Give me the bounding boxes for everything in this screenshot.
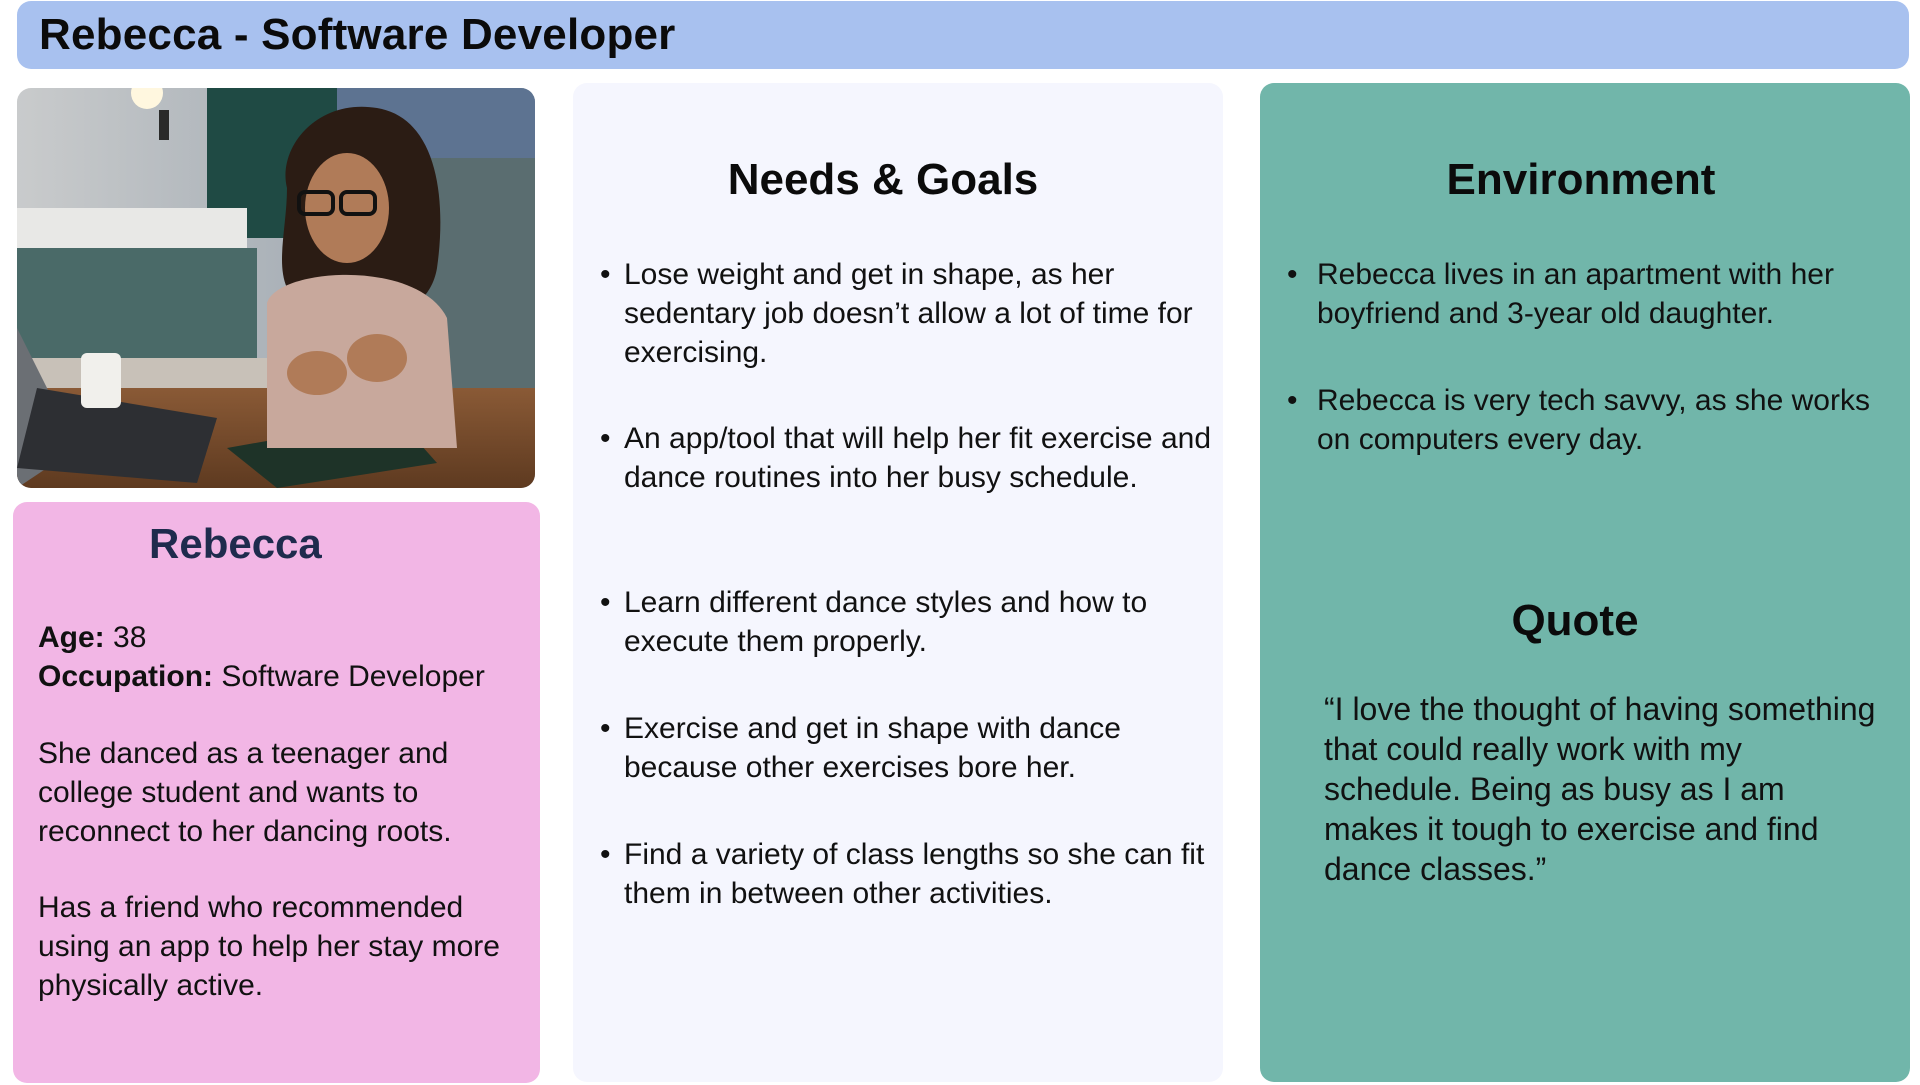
occupation-label: Occupation: xyxy=(38,660,214,693)
persona-facts xyxy=(38,618,485,696)
needs-goals-card xyxy=(573,83,1223,1082)
quote-heading: Quote xyxy=(1511,596,1639,645)
profile-card xyxy=(13,502,540,1083)
persona-photo-image xyxy=(17,88,535,488)
environment-item: • Rebecca is very tech savvy, as she works on computers every day. xyxy=(1287,381,1897,459)
page-title: Rebecca - Software Developer xyxy=(39,10,676,59)
needs-goal-item: • An app/tool that will help her fit exercise and dance routines into her busy schedule. xyxy=(600,419,1220,497)
persona-photo xyxy=(17,88,535,488)
needs-goal-item: • Lose weight and get in shape, as her sedentary job doesn’t allow a lot of time for exercising. xyxy=(600,255,1220,372)
environment-heading: Environment xyxy=(1446,155,1716,204)
environment-card xyxy=(1260,83,1910,1082)
background-paragraph: She danced as a teenager and college student and wants to reconnect to her dancing roots. xyxy=(38,737,452,848)
quote-text: “I love the thought of having something that could really work with my schedule. Being as busy as I am makes it tough to exercise and find dance classes.” xyxy=(1324,691,1876,887)
occupation-value: Software Developer xyxy=(221,660,485,693)
age-value: 38 xyxy=(113,621,147,654)
needs-goal-item: • Exercise and get in shape with dance because other exercises bore her. xyxy=(600,709,1220,787)
environment-item: • Rebecca lives in an apartment with her boyfriend and 3-year old daughter. xyxy=(1287,255,1897,333)
needs-goal-item: • Learn different dance styles and how to execute them properly. xyxy=(600,583,1220,661)
age-label: Age: xyxy=(38,621,105,654)
age-row xyxy=(38,618,485,657)
occupation-row xyxy=(38,657,485,696)
needs-goals-heading: Needs & Goals xyxy=(727,155,1039,204)
persona-name: Rebecca xyxy=(149,520,322,567)
motivation-paragraph: Has a friend who recommended using an app to help her stay more physically active. xyxy=(38,891,500,1002)
needs-goal-item: • Find a variety of class lengths so she can fit them in between other activities. xyxy=(600,835,1220,913)
title-bar xyxy=(17,1,1909,69)
